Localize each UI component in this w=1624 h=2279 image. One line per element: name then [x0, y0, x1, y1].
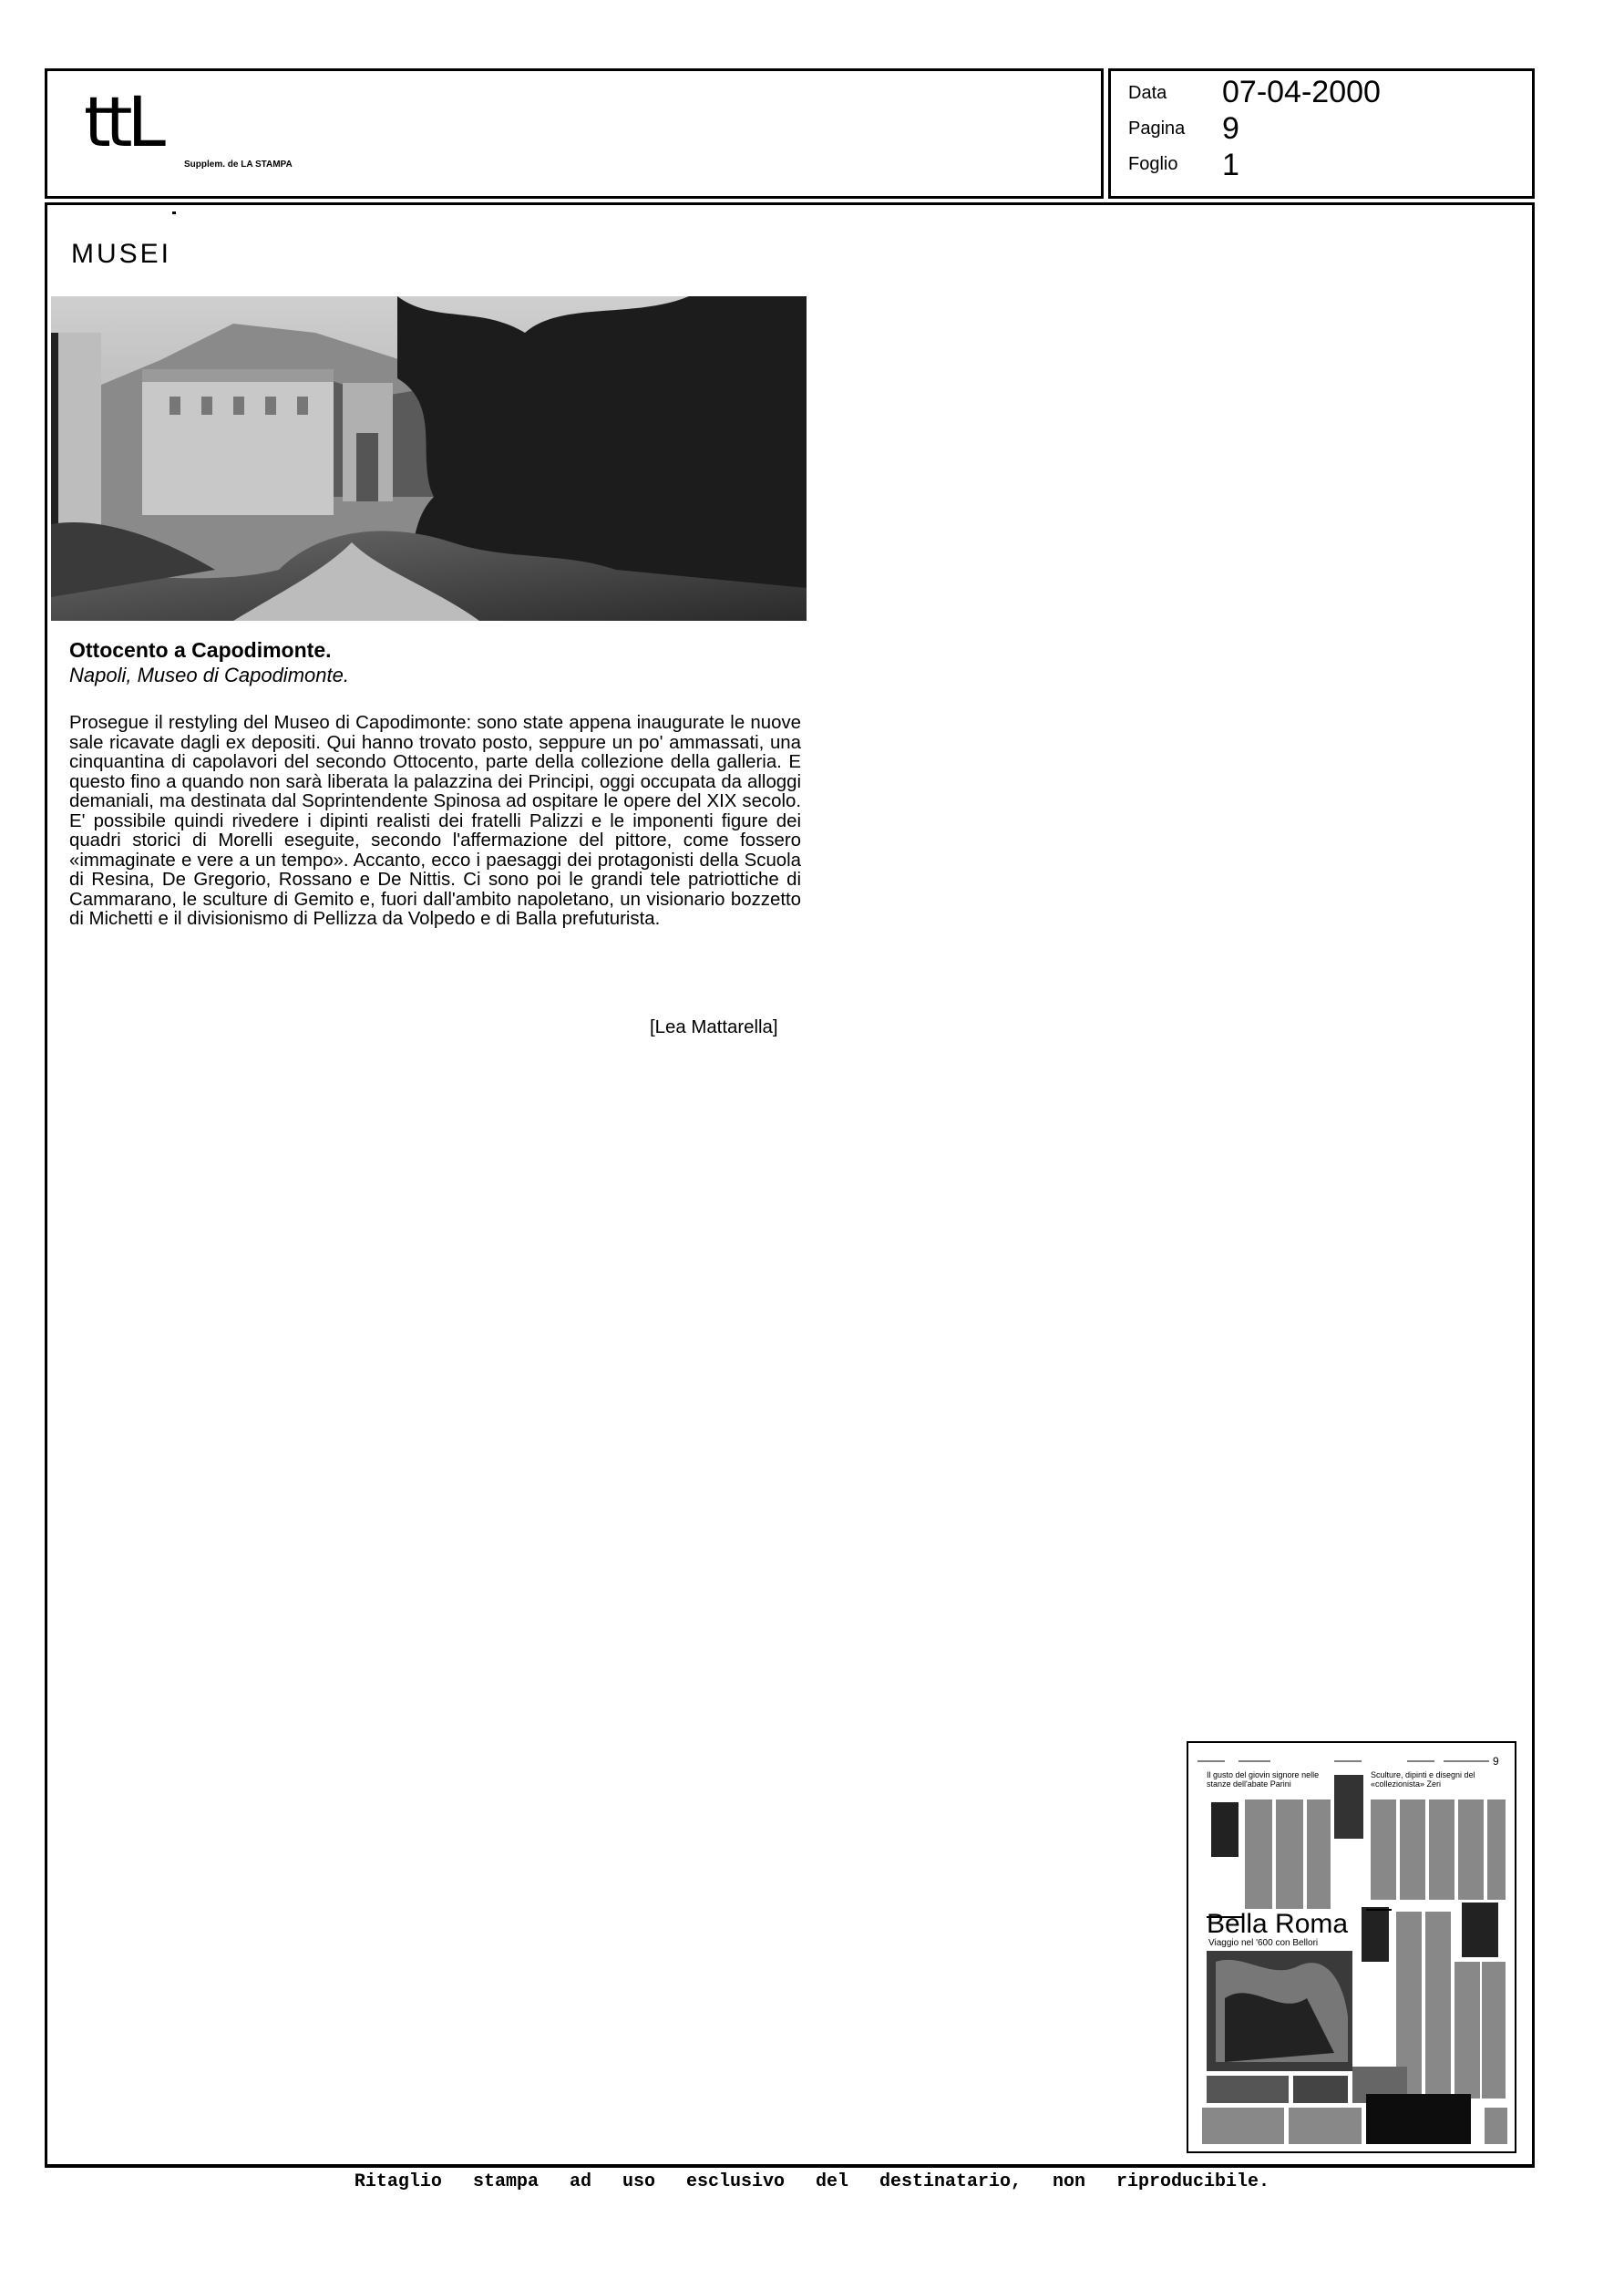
article-photo: [51, 296, 807, 621]
divider-mark: [172, 211, 176, 214]
thumbnail-headline-left: Il gusto del giovin signore nelle stanze dell'abate Parini: [1207, 1770, 1320, 1789]
article-title: Ottocento a Capodimonte.: [69, 638, 332, 662]
thumbnail-main-subtitle: Viaggio nel '600 con Bellori: [1208, 1938, 1319, 1948]
sheet-value: 1: [1222, 148, 1239, 182]
page-value: 9: [1222, 111, 1239, 146]
thumbnail-main-title: Bella Roma: [1207, 1909, 1349, 1939]
footer-notice: Ritaglio stampa ad uso esclusivo del destinatario, non riproducibile.: [354, 2171, 1270, 2192]
article-body: Prosegue il restyling del Museo di Capodimonte: sono state appena inaugurate le nuove sale ricavate dagli ex depositi. Qui hanno trovato posto, seppure un po' ammassati, una cinquantina di capolavori del secondo Ottocento, parte della collezione della galleria. E questo fino a quando non sarà liberata la palazzina dei Principi, oggi occupata da alloggi demaniali, ma destinata dal Soprintendente Spinosa ad ospitare le opere del XIX secolo. E' possibile quindi rivedere i dipinti realisti dei fratelli Palizzi e le imponenti figure dei quadri storici di Morelli eseguite, secondo l'affermazione del pittore, come fossero «immaginate e vere a un tempo». Accanto, ecco i paesaggi dei protagonisti della Scuola di Resina, De Gregorio, Rossano e De Nittis. Ci sono poi le grandi tele patriottiche di Cammarano, le sculture di Gemito e, fuori dall'ambito napoletano, un visionario bozzetto di Michetti e il divisionismo di Pellizza da Volpedo e di Balla prefuturista.: [69, 713, 801, 929]
article-author: [Lea Mattarella]: [650, 1017, 778, 1037]
thumbnail-page-number: 9: [1493, 1755, 1499, 1768]
publication-subtitle: Supplem. de LA STAMPA: [184, 160, 293, 170]
publication-logo: ttL: [84, 81, 160, 162]
article-subtitle: Napoli, Museo di Capodimonte.: [69, 664, 349, 686]
section-heading: MUSEI: [71, 239, 172, 269]
thumbnail-headline-right: Sculture, dipinti e disegni del «collezionista» Zeri: [1371, 1770, 1475, 1789]
header-logo-box: [45, 68, 1104, 199]
date-value: 07-04-2000: [1222, 75, 1381, 109]
page-label: Pagina: [1128, 119, 1186, 139]
footer-rule: [45, 2164, 1535, 2167]
sheet-label: Foglio: [1128, 154, 1178, 174]
date-label: Data: [1128, 83, 1167, 103]
page-thumbnail: [1187, 1741, 1516, 2153]
thumbnail-layout: [1188, 1743, 1515, 2151]
header-metadata-box: [1108, 68, 1535, 199]
